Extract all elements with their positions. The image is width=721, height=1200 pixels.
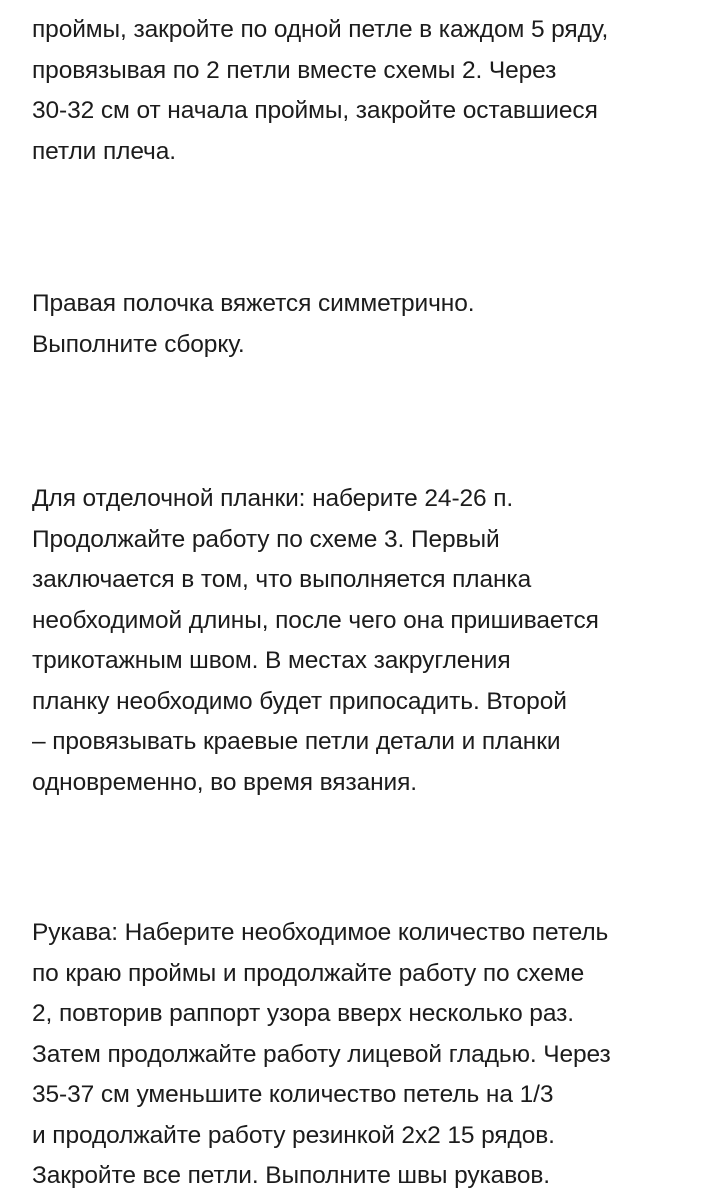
text-line: провязывая по 2 петли вместе схемы 2. Через — [32, 56, 557, 84]
text-line: Затем продолжайте работу лицевой гладью. Через — [32, 1040, 611, 1068]
text-line: – провязывать краевые петли детали и планки — [32, 728, 561, 755]
text-line: трикотажным швом. В местах закругления — [32, 647, 511, 674]
text-line: заключается в том, что выполняется планка — [32, 566, 532, 593]
paragraph-sleeves — [32, 913, 702, 1197]
text-line: 2, повторив раппорт узора вверх несколько раз. — [32, 1000, 574, 1027]
paragraph-armhole-shaping — [32, 10, 702, 172]
text-line: и продолжайте работу резинкой 2х2 15 рядов. — [32, 1121, 555, 1149]
text-line: 35-37 см уменьшите количество петель на 1/3 — [32, 1081, 554, 1108]
text-line: Для отделочной планки: наберите 24-26 п. — [32, 485, 514, 512]
text-line: Продолжайте работу по схеме 3. Первый — [32, 525, 500, 553]
text-line: планку необходимо будет припосадить. Второй — [32, 687, 567, 715]
text-line: одновременно, во время вязания. — [32, 768, 417, 796]
text-line: по краю проймы и продолжайте работу по схеме — [32, 959, 585, 987]
text-line: проймы, закройте по одной петле в каждом 5 ряду, — [32, 16, 609, 43]
paragraph-right-front — [32, 284, 702, 365]
paragraph-finishing-band — [32, 479, 702, 803]
text-line: Выполните сборку. — [32, 330, 245, 358]
text-line: Правая полочка вяжется симметрично. — [32, 290, 475, 317]
text-line: Рукава: Наберите необходимое количество петель — [32, 919, 609, 946]
text-line: Закройте все петли. Выполните швы рукавов. — [32, 1162, 550, 1189]
text-line: 30-32 см от начала проймы, закройте оставшиеся — [32, 97, 598, 124]
text-line: петли плеча. — [32, 137, 176, 165]
text-line: необходимой длины, после чего она пришивается — [32, 606, 599, 634]
